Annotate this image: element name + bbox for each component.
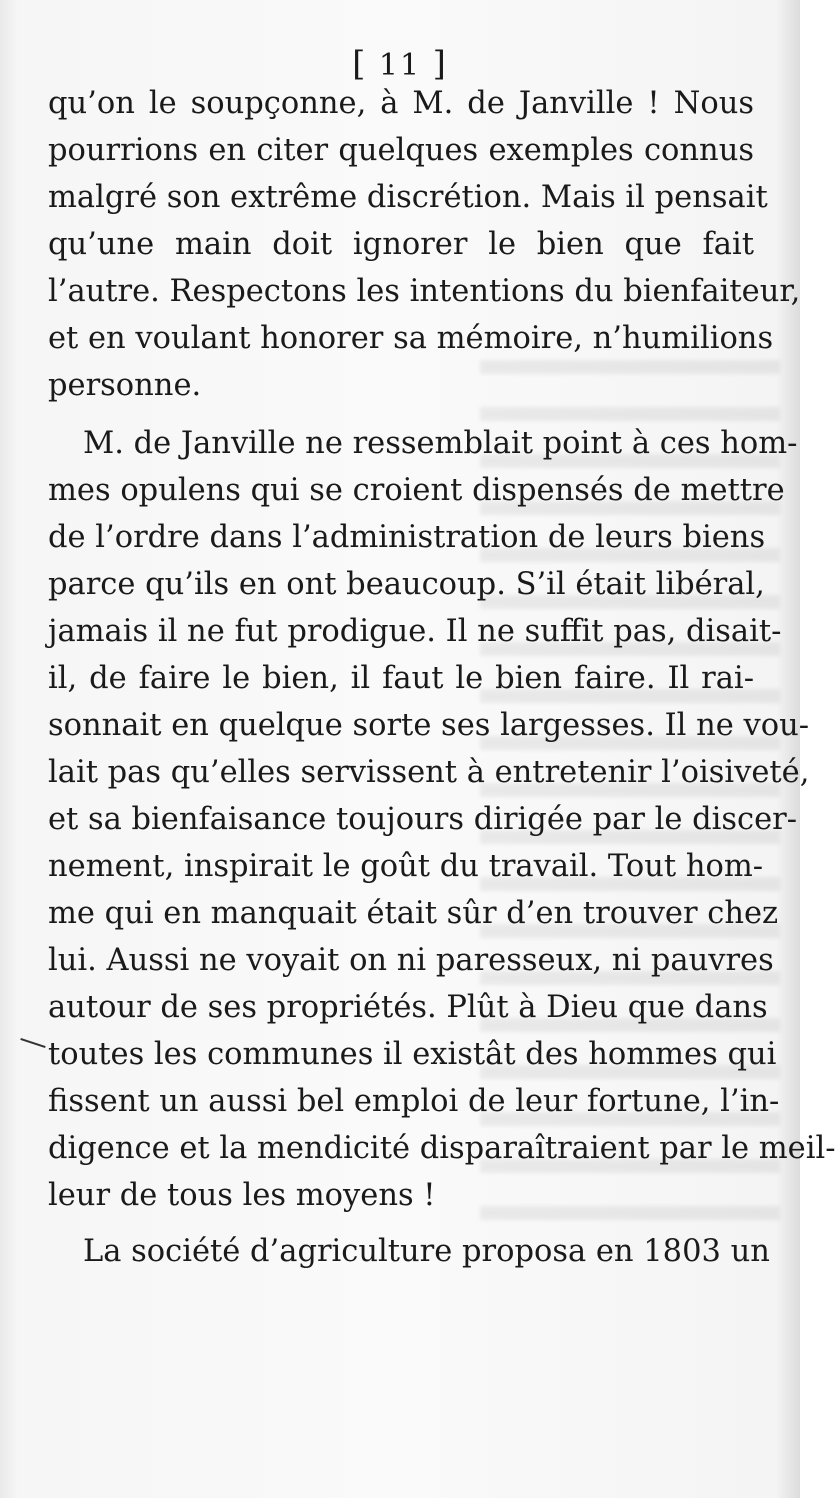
page-number	[0, 44, 800, 84]
paragraph-line: qu’une main doit ignorer le bien que fait	[48, 227, 754, 262]
paragraph-line: nement, inspirait le goût du travail. Tout hom-	[48, 849, 764, 884]
margin-pencil-mark	[20, 1038, 45, 1048]
page-number-right-bracket: ]	[432, 44, 448, 84]
paragraph-line: leur de tous les moyens !	[48, 1178, 436, 1213]
paragraph-line: toutes les communes il existât des hommes qui	[48, 1037, 777, 1072]
paragraph-line: lui. Aussi ne voyait on ni paresseux, ni pauvres	[48, 943, 774, 978]
paragraph-line: mes opulens qui se croient dispensés de mettre	[48, 473, 785, 508]
paragraph-line: et en voulant honorer sa mémoire, n’humilions	[48, 321, 774, 356]
paragraph-line: digence et la mendicité disparaîtraient par le meil-	[48, 1131, 836, 1166]
paragraph-line: me qui en manquait était sûr d’en trouver chez	[48, 896, 779, 931]
paragraph-1	[48, 80, 801, 409]
page-number-left-bracket: [	[352, 44, 368, 84]
paragraph-line: et sa bienfaisance toujours dirigée par le discer-	[48, 802, 798, 837]
paragraph-2	[48, 420, 836, 1219]
paragraph-line: sonnait en quelque sorte ses largesses. Il ne vou-	[48, 708, 810, 743]
paragraph-line: jamais il ne fut prodigue. Il ne suffit pas, disait-	[48, 614, 782, 649]
paragraph-line: personne.	[48, 368, 202, 403]
paragraph-line: qu’on le soupçonne, à M. de Janville ! Nous	[48, 86, 754, 121]
paragraph-line: malgré son extrême discrétion. Mais il pensait	[48, 180, 768, 215]
paragraph-line: La société d’agriculture proposa en 1803 un	[83, 1234, 770, 1269]
paragraph-line: M. de Janville ne ressemblait point à ces hom-	[83, 426, 798, 461]
paragraph-line: il, de faire le bien, il faut le bien faire. Il rai-	[48, 661, 754, 696]
paragraph-line: autour de ses propriétés. Plût à Dieu que dans	[48, 990, 768, 1025]
paragraph-line: l’autre. Respectons les intentions du bienfaiteur,	[48, 274, 801, 309]
paragraph-line: lait pas qu’elles servissent à entretenir l’oisiveté,	[48, 755, 810, 790]
page-number-value: 11	[378, 48, 422, 83]
paragraph-line: fissent un aussi bel emploi de leur fortune, l’in-	[48, 1084, 780, 1119]
paragraph-line: parce qu’ils en ont beaucoup. S’il était libéral,	[48, 567, 765, 602]
paragraph-line: pourrions en citer quelques exemples connus	[48, 133, 754, 168]
paragraph-3	[48, 1228, 770, 1275]
paragraph-line: de l’ordre dans l’administration de leurs biens	[48, 520, 766, 555]
